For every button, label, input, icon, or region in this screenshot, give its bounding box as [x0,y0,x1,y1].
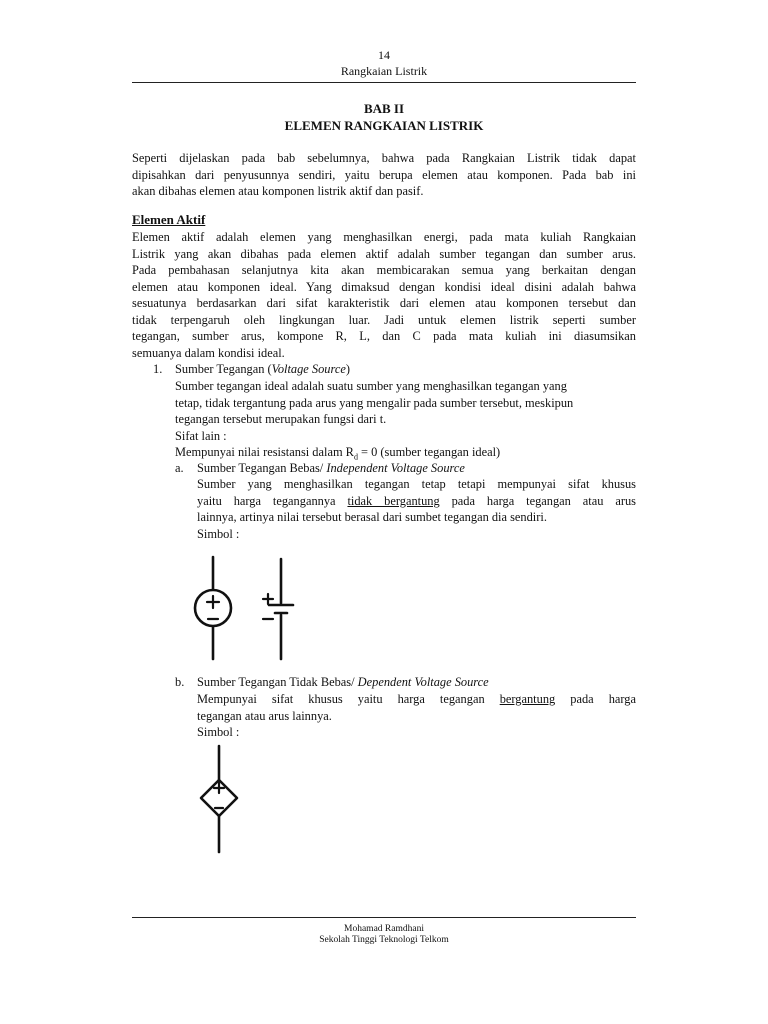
sub-a-line: Sumber yang menghasilkan tegangan tetap tetapi mempunyai sifat khusus [197,477,636,491]
sub-a-body [197,476,636,542]
battery-icon [263,559,293,659]
diamond-voltage-source-icon [201,746,237,852]
item1-title-italic: Voltage Source [271,362,346,376]
sub-a-label: a. [175,461,184,475]
sub-a-line: lainnya, artinya nilai tersebut berasal dari sumbet tegangan dia sendiri. [197,510,547,524]
dependent-voltage-source-symbol [195,744,255,856]
item1-body [175,378,636,466]
sub-b-simbol: Simbol : [197,725,240,739]
list-number: 1. [153,362,163,376]
sub-b-line1-post: pada harga [555,692,636,706]
item1-line: Sumber tegangan ideal adalah suatu sumber yang menghasilkan tegangan yang [175,379,567,393]
resistance-pre: Mempunyai nilai resistansi dalam R [175,445,354,459]
page-number: 14 [378,48,390,62]
section-line: Pada pembahasan selanjutnya kita akan membicarakan semua yang berkaitan dengan [132,263,636,277]
header-rule [132,82,636,83]
section-line: semuanya dalam kondisi ideal. [132,345,285,360]
intro-paragraph [132,150,636,200]
item1-title-close: ) [345,362,350,376]
sub-b-title-italic: Dependent Voltage Source [357,675,489,689]
section-line: Listrik yang akan dibahas pada elemen aktif adalah sumber tegangan dan sumber arus. [132,246,636,261]
sub-a-title [197,460,465,477]
resistance-sub: d [353,452,358,462]
intro-line: akan dibahas elemen atau komponen listrik aktif dan pasif. [132,184,424,198]
section-line: sesuatunya berdasarkan dari sifat karakteristik dari elemen atau komponen tersebut dan [132,296,636,310]
section-heading: Elemen Aktif [132,212,206,227]
sub-b-line1-pre: Mempunyai sifat khusus yaitu harga tegangan [197,692,500,706]
sub-a-underlined: tidak bergantung [347,493,440,508]
intro-line: Seperti dijelaskan pada bab sebelumnya, bahwa pada Rangkaian Listrik tidak dapat [132,151,636,165]
section-line: elemen atau komponen ideal. Yang dimaksud dengan kondisi ideal disini adalah bahwa [132,279,636,294]
section-paragraph [132,229,636,361]
sub-b-body [197,691,636,741]
sub-b-label: b. [175,675,185,689]
intro-line: dipisahkan dari penyusunnya sendiri, yaitu berupa elemen atau komponen. Pada bab ini [132,167,636,182]
running-title: Rangkaian Listrik [340,64,428,78]
circle-voltage-source-icon [195,557,231,659]
sub-b-underlined: bergantung [499,692,556,706]
chapter-number: BAB II [363,101,405,116]
section-line: tegangan, sumber arus, kompone R, L, dan C pada mata kuliah ini diasumsikan [132,329,636,343]
item1-title-plain: Sumber Tegangan ( [175,362,272,376]
sub-b-title-plain: Sumber Tegangan Tidak Bebas/ [197,675,358,689]
footer-author: Mohamad Ramdhani [344,924,424,934]
sub-a-simbol: Simbol : [197,526,240,541]
sub-a-line2-pre: yaitu harga tegangannya [197,493,348,508]
sub-a-title-plain: Sumber Tegangan Bebas/ [197,461,327,475]
chapter-title: ELEMEN RANGKAIAN LISTRIK [284,118,484,133]
footer-rule [132,917,636,918]
sub-b-title [197,674,489,691]
item1-line: tegangan tersebut merupakan fungsi dari t. [175,412,387,426]
sub-a-title-italic: Independent Voltage Source [326,461,465,475]
item1-title [175,361,350,378]
resistance-post: = 0 (sumber tegangan ideal) [357,445,501,459]
section-line: tidak terpengaruh oleh lingkungan luar. Jadi untuk elemen listrik seperti sumber [132,312,636,327]
section-line: Elemen aktif adalah elemen yang menghasilkan energi, pada mata kuliah Rangkaian [132,230,636,244]
sub-a-line2-post: pada harga tegangan atau arus [439,493,636,508]
independent-voltage-source-symbols [185,555,305,665]
sifat-lain: Sifat lain : [175,428,227,443]
sub-b-line [197,691,636,708]
sub-a-line [197,493,636,510]
item1-line: tetap, tidak tergantung pada arus yang mengalir pada sumber tersebut, meskipun [175,395,574,410]
sub-b-line: tegangan atau arus lainnya. [197,708,332,723]
footer-institution: Sekolah Tinggi Teknologi Telkom [319,935,449,945]
